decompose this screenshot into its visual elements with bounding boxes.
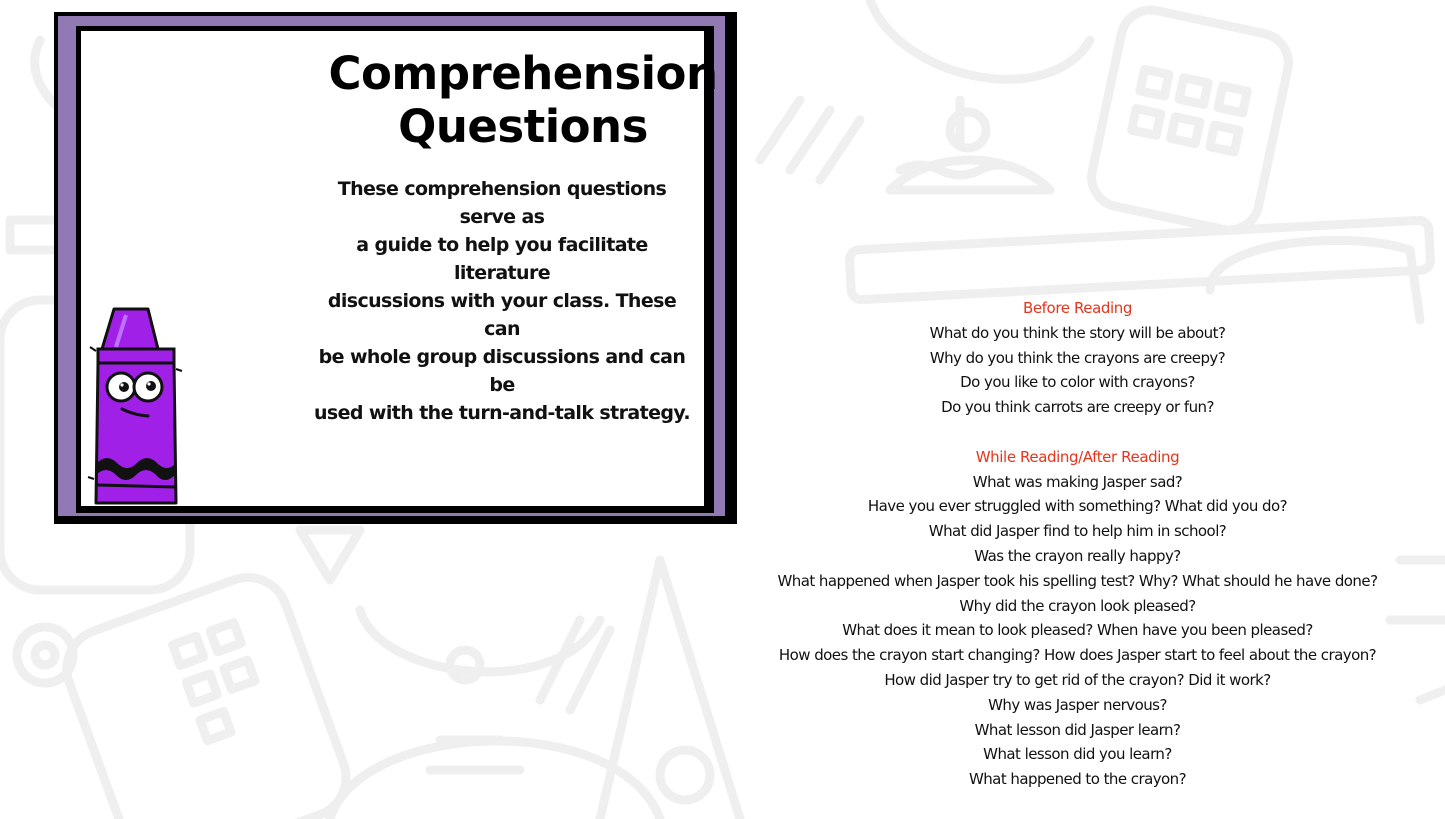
description-line: discussions with your class. These can <box>327 290 677 340</box>
question-line: What happened to the crayon? <box>968 770 1187 789</box>
question-line: Why was Jasper nervous? <box>988 695 1167 714</box>
question-line: What happened when Jasper took his spelling test? Why? What should he have done? <box>777 571 1378 590</box>
description-line: be whole group discussions and can be <box>318 346 686 396</box>
question-line: What was making Jasper sad? <box>972 472 1183 491</box>
title-line-1: Comprehension <box>328 47 718 100</box>
card-content-area <box>81 31 718 506</box>
question-line: How did Jasper try to get rid of the crayon? Did it work? <box>884 670 1271 689</box>
crayon-character-icon <box>86 307 186 507</box>
question-line: How does the crayon start changing? How does Jasper start to feel about the crayon? <box>778 646 1377 665</box>
comprehension-card <box>54 12 737 524</box>
question-line: What did Jasper find to help him in school? <box>928 522 1227 541</box>
question-line: Have you ever struggled with something? What did you do? <box>867 497 1288 516</box>
question-line: Why did the crayon look pleased? <box>959 596 1196 615</box>
questions-list <box>765 296 1390 792</box>
question-line: What does it mean to look pleased? When have you been pleased? <box>842 621 1313 640</box>
page-title <box>323 47 723 153</box>
description-line: a guide to help you facilitate literature <box>356 234 648 284</box>
description-line: used with the turn-and-talk strategy. <box>313 402 691 424</box>
while-reading-heading: While Reading/After Reading <box>975 447 1180 466</box>
question-line: Was the crayon really happy? <box>974 546 1181 565</box>
question-line: What do you think the story will be about? <box>929 323 1226 342</box>
question-line: Do you think carrots are creepy or fun? <box>941 398 1214 417</box>
description-text <box>312 175 692 427</box>
card-inner-border <box>76 26 718 513</box>
card-purple-frame <box>58 16 725 516</box>
question-line: Do you like to color with crayons? <box>960 373 1195 392</box>
question-line: What lesson did you learn? <box>983 745 1172 764</box>
description-line: These comprehension questions serve as <box>337 178 667 228</box>
before-reading-heading: Before Reading <box>1022 299 1133 317</box>
question-line: What lesson did Jasper learn? <box>974 720 1181 739</box>
section-gap <box>765 420 1390 445</box>
question-line: Why do you think the crayons are creepy? <box>929 348 1226 367</box>
title-line-2: Questions <box>398 100 648 153</box>
